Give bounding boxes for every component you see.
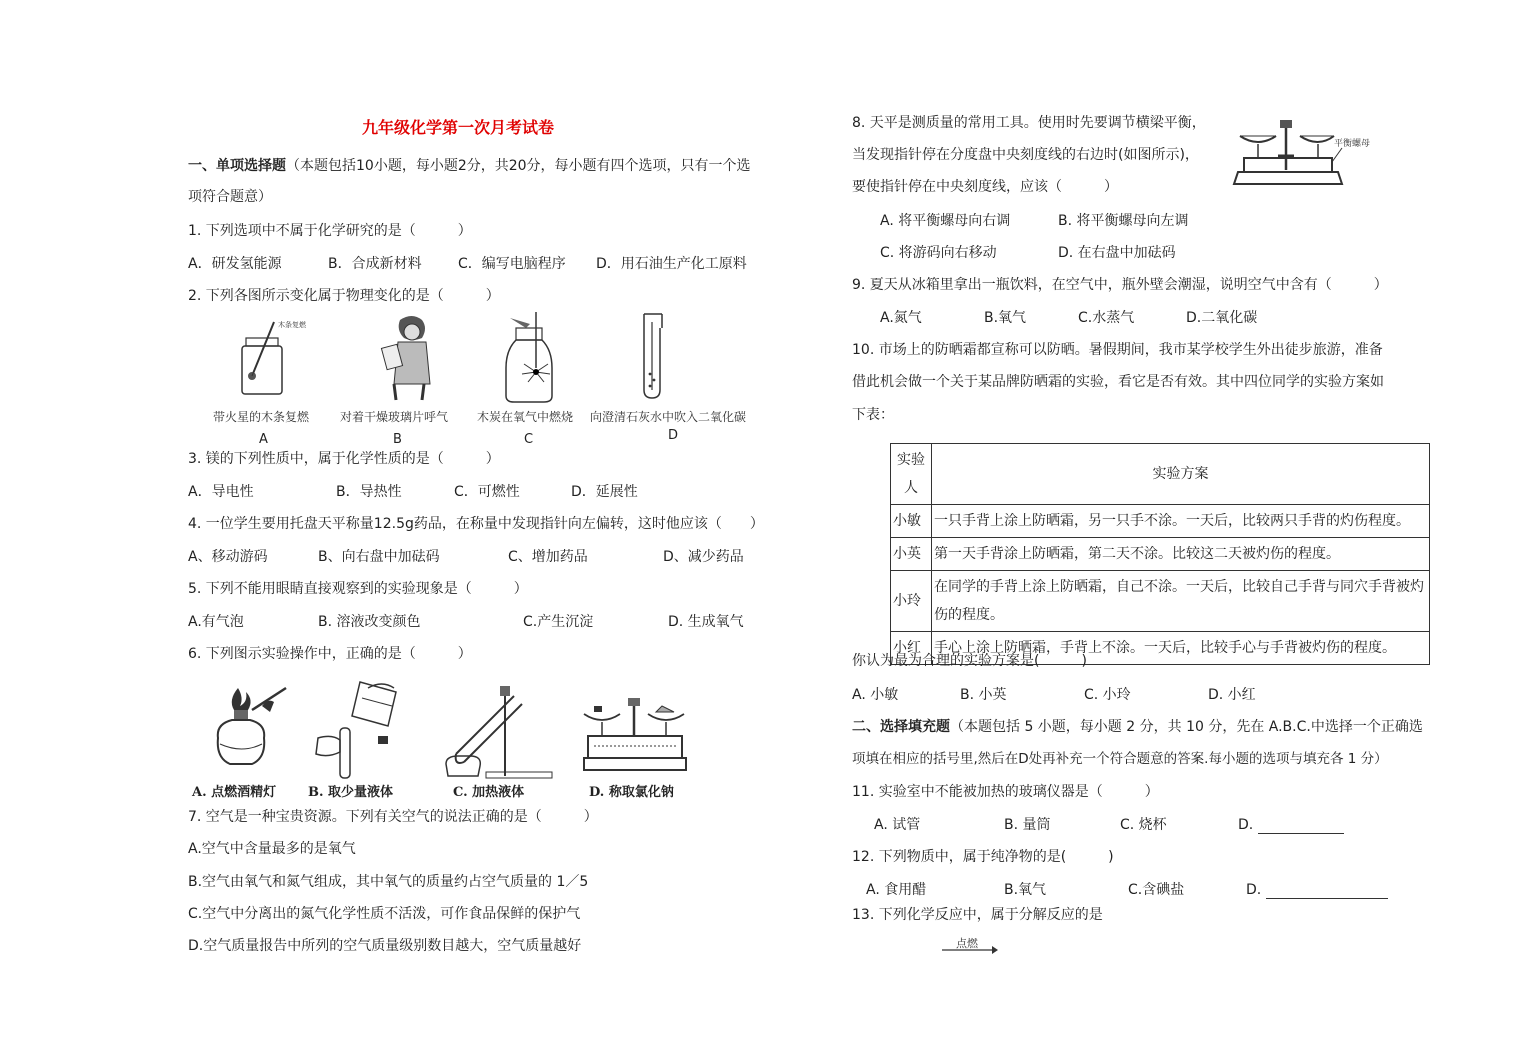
q3-option-b: B．导热性 <box>336 484 402 500</box>
section2-desc-cont: 项填在相应的括号里,然后在D处再补充一个符合题意的答案.每小题的选项与填充各 1 分） <box>852 751 1388 767</box>
q10-line2: 借此机会做一个关于某品牌防晒霜的实验，看它是否有效。其中四位同学的实验方案如 <box>852 374 1384 390</box>
q8-balance-figure <box>1234 118 1344 192</box>
fig-c-bottle-burning <box>502 312 558 404</box>
q12-answer-blank[interactable] <box>1266 884 1388 899</box>
fig-a-caption: 带火星的木条复燃 <box>213 410 310 424</box>
q10-row3-name: 小玲 <box>891 571 932 632</box>
q10-row2-plan: 第一天手背涂上防晒霜，第二天不涂。比较这二天被灼伤的程度。 <box>932 538 1430 571</box>
q10-row3-plan: 在同学的手背上涂上防晒霜，自己不涂。一天后，比较自己手背与同穴手背被灼伤的程度。 <box>932 571 1430 632</box>
q7-option-d: D.空气质量报告中所列的空气质量级别数目越大，空气质量越好 <box>188 938 582 954</box>
q3-stem: 3. 镁的下列性质中，属于化学性质的是（ ） <box>188 451 500 467</box>
q10-table <box>890 443 1430 665</box>
q10-row2-name: 小英 <box>891 538 932 571</box>
q4-option-a: A、移动游码 <box>188 549 268 565</box>
section2-desc: （本题包括 5 小题，每小题 2 分，共 10 分，先在 A.B.C.中选择一个正确选 <box>950 719 1423 735</box>
q11-option-b: B. 量筒 <box>1004 817 1051 833</box>
q4-option-c: C、增加药品 <box>508 549 588 565</box>
q11-option-d <box>1238 816 1344 834</box>
fig-c-caption: 木炭在氧气中燃烧 <box>477 410 574 424</box>
q8-option-a: A. 将平衡螺母向右调 <box>880 213 1011 229</box>
fig-6b-take-liquid <box>312 678 412 782</box>
q3-option-a: A．导电性 <box>188 484 254 500</box>
q7-stem: 7. 空气是一种宝贵资源。下列有关空气的说法正确的是（ ） <box>188 809 598 825</box>
section1-desc: （本题包括10小题，每小题2分，共20分，每小题有四个选项，只有一个选 <box>286 158 751 174</box>
q9-option-c: C.水蒸气 <box>1078 310 1135 326</box>
q7-option-b: B.空气由氧气和氮气组成，其中氧气的质量约占空气质量的 1／5 <box>188 874 589 890</box>
fig-6c-caption: C. 加热液体 <box>453 785 525 800</box>
q4-option-b: B、向右盘中加砝码 <box>318 549 440 565</box>
q12-option-c: C.含碘盐 <box>1128 882 1185 898</box>
q13-condition: 点燃 <box>956 937 978 950</box>
q5-option-c: C.产生沉淀 <box>523 614 594 630</box>
table-row <box>891 538 1430 571</box>
q7-option-c: C.空气中分离出的氮气化学性质不活泼，可作食品保鲜的保护气 <box>188 906 581 922</box>
q10-header-plan: 实验方案 <box>932 444 1430 505</box>
fig-6d-caption: D. 称取氯化钠 <box>589 785 674 800</box>
q10-option-a: A. 小敏 <box>852 687 899 703</box>
q1-option-c: C．编写电脑程序 <box>458 256 566 272</box>
fig-c-letter: C <box>524 432 534 447</box>
q10-option-b: B. 小英 <box>960 687 1007 703</box>
q8-fig-label: 平衡螺母 <box>1334 139 1371 149</box>
q4-option-d: D、减少药品 <box>663 549 744 565</box>
q10-row4-plan: 手心上涂上防晒霜，手背上不涂。一天后，比较手心与手背被灼伤的程度。 <box>932 632 1430 665</box>
fig-a-letter: A <box>259 432 268 447</box>
q9-option-a: A.氮气 <box>880 310 922 326</box>
q11-option-c: C. 烧杯 <box>1120 817 1167 833</box>
fig-b-caption: 对着干燥玻璃片呼气 <box>340 410 449 424</box>
q10-option-d: D. 小红 <box>1208 687 1256 703</box>
q10-row1-plan: 一只手背上涂上防晒霜，另一只手不涂。一天后，比较两只手背的灼伤程度。 <box>932 505 1430 538</box>
q12-stem: 12. 下列物质中，属于纯净物的是( ) <box>852 849 1114 865</box>
q1-option-b: B．合成新材料 <box>328 256 422 272</box>
q12-option-d-label: D. <box>1246 882 1262 898</box>
q3-option-d: D．延展性 <box>571 484 638 500</box>
page-title: 九年级化学第一次月考试卷 <box>362 118 555 137</box>
section1-desc-cont: 项符合题意） <box>188 189 272 205</box>
q11-answer-blank[interactable] <box>1258 819 1344 834</box>
section1-header <box>188 157 751 175</box>
q9-option-b: B.氧气 <box>984 310 1027 326</box>
q12-option-d <box>1246 881 1388 899</box>
q10-row4-name: 小红 <box>891 632 932 665</box>
q8-line1: 8. 天平是测质量的常用工具。使用时先要调节横梁平衡， <box>852 115 1206 131</box>
q11-option-a: A. 试管 <box>874 817 921 833</box>
q1-option-d: D．用石油生产化工原料 <box>596 256 747 272</box>
q10-line1: 10. 市场上的防晒霜都宣称可以防晒。暑假期间，我市某学校学生外出徒步旅游，准备 <box>852 342 1383 358</box>
q12-option-a: A. 食用醋 <box>866 882 927 898</box>
q13-stem: 13. 下列化学反应中，属于分解反应的是 <box>852 907 1103 923</box>
fig-6a-caption: A. 点燃酒精灯 <box>192 785 277 800</box>
fig-6a-alcohol-lamp <box>208 684 298 780</box>
q8-line3: 要使指针停在中央刻度线，应该（ ） <box>852 179 1118 195</box>
q7-option-a: A.空气中含量最多的是氧气 <box>188 841 356 857</box>
section1-title: 一、单项选择题 <box>188 158 286 174</box>
q2-stem: 2. 下列各图所示变化属于物理变化的是（ ） <box>188 288 500 304</box>
q10-ask: 你认为最为合理的实验方案是( ) <box>852 653 1087 669</box>
q11-stem: 11. 实验室中不能被加热的玻璃仪器是（ ） <box>852 784 1159 800</box>
fig-6d-balance <box>580 692 690 776</box>
q5-option-d: D. 生成氧气 <box>668 614 744 630</box>
q10-table-header <box>891 444 1430 505</box>
q3-option-c: C．可燃性 <box>454 484 520 500</box>
q10-header-person: 实验人 <box>891 444 932 505</box>
q6-stem: 6. 下列图示实验操作中，正确的是（ ） <box>188 646 472 662</box>
q8-option-c: C. 将游码向右移动 <box>880 245 997 261</box>
q8-option-b: B. 将平衡螺母向左调 <box>1058 213 1189 229</box>
fig-a-label: 木条复燃 <box>278 321 306 329</box>
q5-stem: 5. 下列不能用眼睛直接观察到的实验现象是（ ） <box>188 581 528 597</box>
fig-d-letter: D <box>668 428 679 443</box>
q5-option-b: B. 溶液改变颜色 <box>318 614 421 630</box>
fig-b-letter: B <box>393 432 402 447</box>
table-row <box>891 571 1430 632</box>
q9-stem: 9. 夏天从冰箱里拿出一瓶饮料，在空气中，瓶外壁会潮湿，说明空气中含有（ ） <box>852 277 1388 293</box>
q8-line2: 当发现指针停在分度盘中央刻度线的右边时(如图所示)， <box>852 147 1199 163</box>
q12-option-b: B.氧气 <box>1004 882 1047 898</box>
fig-b-girl-breathing <box>382 312 438 402</box>
q10-row1-name: 小敏 <box>891 505 932 538</box>
q8-option-d: D. 在右盘中加砝码 <box>1058 245 1176 261</box>
section2-title: 二、选择填充题 <box>852 719 950 735</box>
fig-6c-heat-liquid <box>442 680 558 780</box>
q11-option-d-label: D. <box>1238 817 1254 833</box>
fig-d-test-tube <box>638 310 678 400</box>
fig-a-bottle-splint <box>230 318 300 400</box>
q9-option-d: D.二氧化碳 <box>1186 310 1258 326</box>
table-row <box>891 505 1430 538</box>
reaction-arrow-icon <box>942 945 998 955</box>
q1-stem: 1. 下列选项中不属于化学研究的是（ ） <box>188 223 472 239</box>
q5-option-a: A.有气泡 <box>188 614 244 630</box>
fig-6b-caption: B. 取少量液体 <box>308 785 394 800</box>
q10-option-c: C. 小玲 <box>1084 687 1131 703</box>
fig-d-caption: 向澄清石灰水中吹入二氧化碳 <box>590 410 747 424</box>
q4-stem: 4. 一位学生要用托盘天平称量12.5g药品，在称量中发现指针向左偏转，这时他应该（ ） <box>188 516 764 532</box>
q1-option-a: A．研发氢能源 <box>188 256 282 272</box>
section2-header <box>852 718 1423 736</box>
q10-line3: 下表： <box>852 407 894 423</box>
